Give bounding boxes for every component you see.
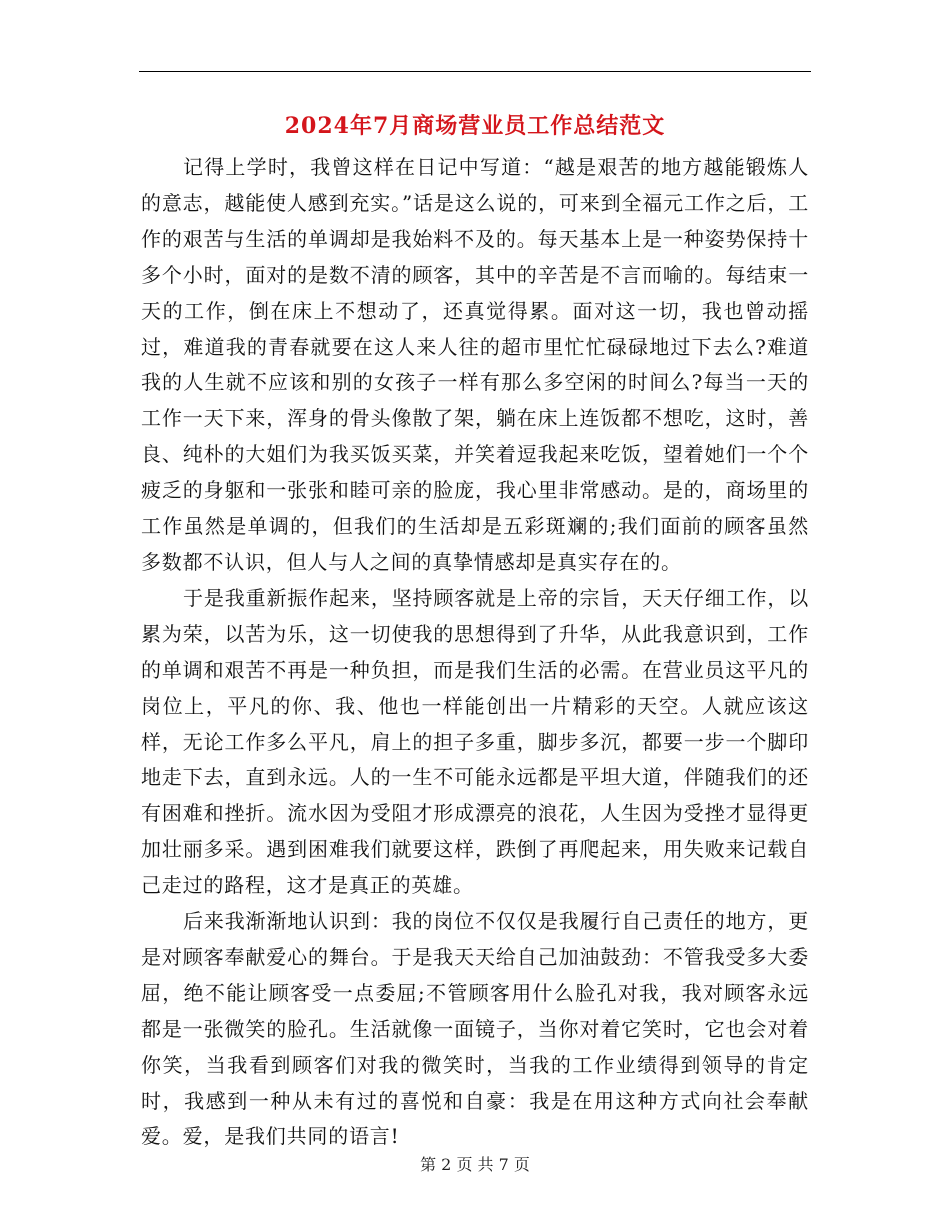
paragraph: 记得上学时，我曾这样在日记中写道：“越是艰苦的地方越能锻炼人的意志，越能使人感到充实。”话是这么说的，可来到全福元工作之后，工作的艰苦与生活的单调却是我始料不及的。每天基本上是一种姿势保持十多个小时，面对的是数不清的顾客，其中的辛苦是不言而喻的。每结束一天的工作，倒在床上不想动了，还真觉得累。面对这一切，我也曾动摇过，难道我的青春就要在这人来人往的超市里忙忙碌碌地过下去么?难道我的人生就不应该和别的女孩子一样有那么多空闲的时间么?每当一天的工作一天下来，浑身的骨头像散了架，躺在床上连饭都不想吃，这时，善良、纯朴的大姐们为我买饭买菜，并笑着逗我起来吃饭，望着她们一个个疲乏的身躯和一张张和睦可亲的脸庞，我心里非常感动。是的，商场里的工作虽然是单调的，但我们的生活却是五彩斑斓的;我们面前的顾客虽然多数都不认识，但人与人之间的真挚情感却是真实存在的。: [141, 155, 809, 574]
page-footer: [0, 1154, 950, 1176]
paragraph: 后来我渐渐地认识到：我的岗位不仅仅是我履行自己责任的地方，更是对顾客奉献爱心的舞台。于是我天天给自己加油鼓劲：不管我受多大委屈，绝不能让顾客受一点委屈;不管顾客用什么脸孔对我，我对顾客永远都是一张微笑的脸孔。生活就像一面镜子，当你对着它笑时，它也会对着你笑，当我看到顾客们对我的微笑时，当我的工作业绩得到领导的肯定时，我感到一种从未有过的喜悦和自豪：我是在用这种方式向社会奉献爱。爱，是我们共同的语言!: [141, 909, 809, 1149]
document-title: 2024年7月商场营业员工作总结范文: [284, 113, 666, 139]
page-number: 第 2 页 共 7 页: [420, 1155, 530, 1174]
header-rule: [139, 71, 811, 72]
document-body: [141, 150, 809, 1155]
paragraph: 于是我重新振作起来，坚持顾客就是上帝的宗旨，天天仔细工作，以累为荣，以苦为乐，这一切使我的思想得到了升华，从此我意识到，工作的单调和艰苦不再是一种负担，而是我们生活的必需。在营业员这平凡的岗位上，平凡的你、我、他也一样能创出一片精彩的天空。人就应该这样，无论工作多么平凡，肩上的担子多重，脚步多沉，都要一步一个脚印地走下去，直到永远。人的一生不可能永远都是平坦大道，伴随我们的还有困难和挫折。流水因为受阻才形成漂亮的浪花，人生因为受挫才显得更加壮丽多采。遇到困难我们就要这样，跌倒了再爬起来，用失败来记载自己走过的路程，这才是真正的英雄。: [141, 585, 809, 898]
